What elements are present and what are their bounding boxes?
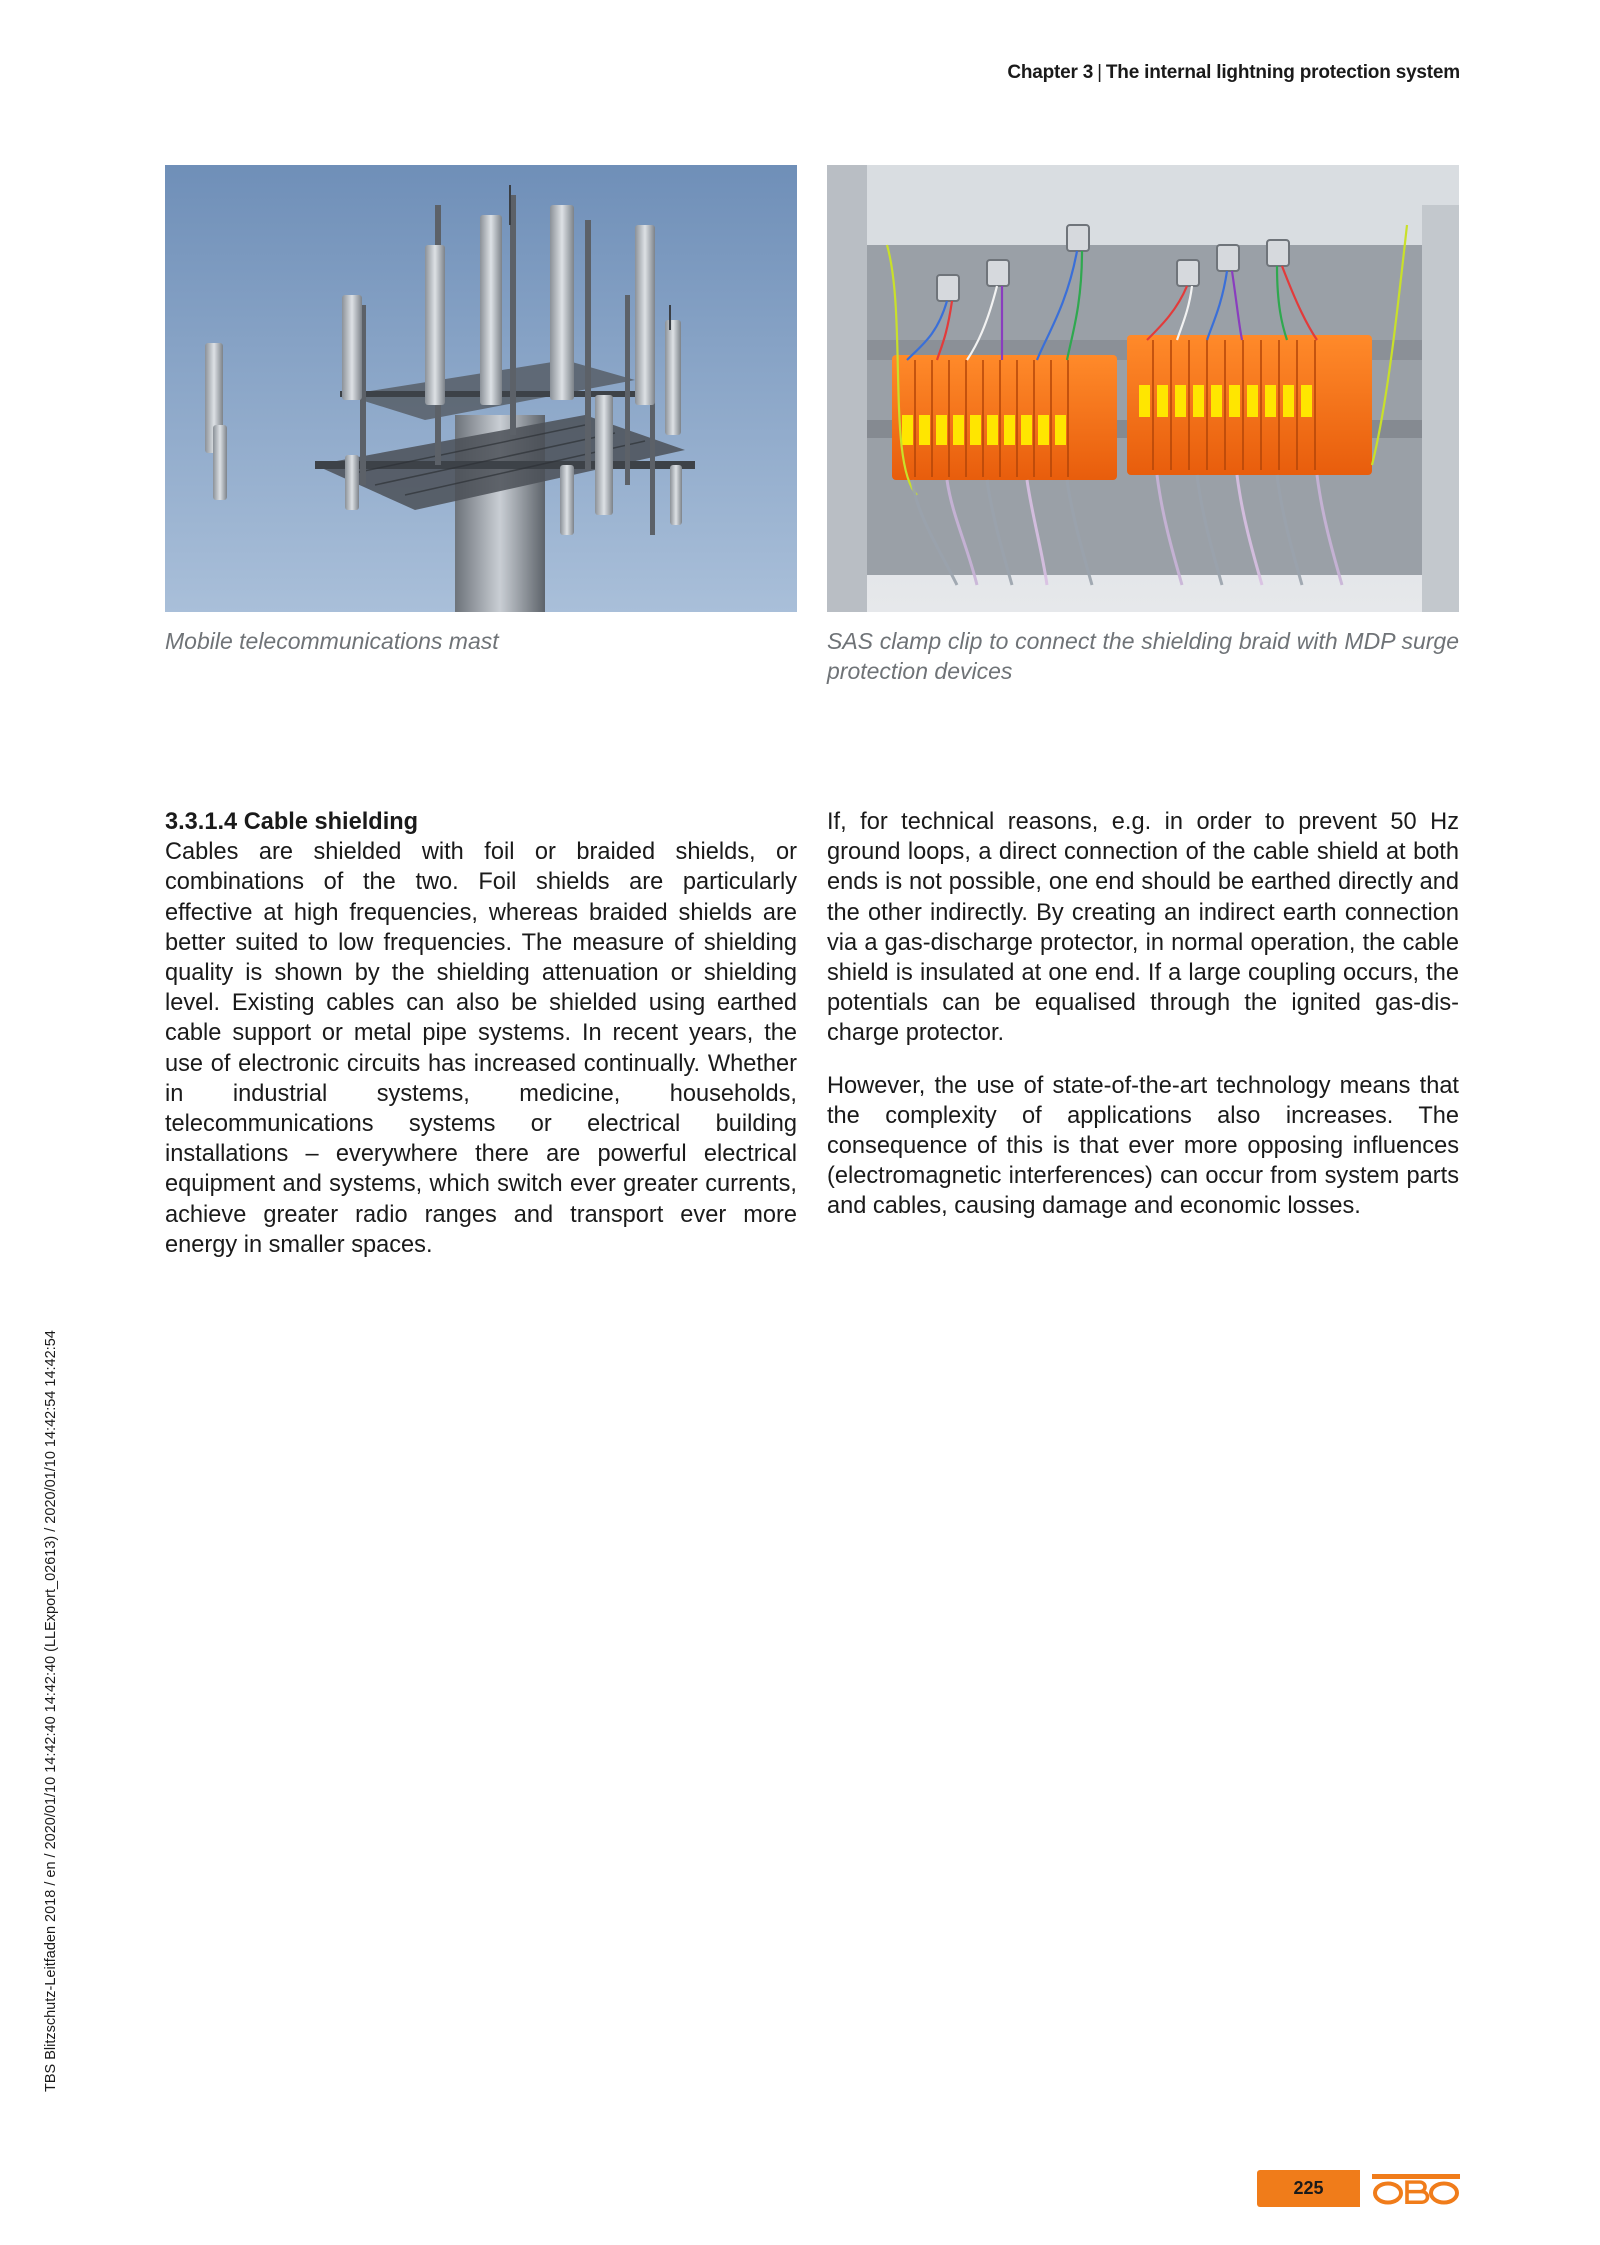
section-heading: 3.3.1.4 Cable shielding: [165, 809, 419, 835]
text-column-right: [827, 807, 1459, 1244]
figure-caption-mast: Mobile telecommunications mast: [165, 628, 499, 654]
obo-logo: [1370, 2172, 1462, 2206]
figure-caption-sas-clamp: SAS clamp clip to connect the shielding braid with MDP surge protection devices: [827, 628, 1459, 684]
body-paragraph: Cables are shielded with foil or braided shields, or combinations of the two. Foil shields are particularly effective at high frequencies, whereas braided shields are better suited to low frequencies. The measure of shielding quality is shown by the shielding attenuation or shielding level. Existing cables can also be shielded using earthed cable support or metal pipe systems. In recent years, the use of electronic circuits has increased continually. Whether in industrial systems, medicine, households, telecommunications systems or electrical building installations – everywhere there are powerful electrical equipment and systems, which switch ever greater currents, achieve greater radio ranges and transport ever more energy in smaller spaces.: [165, 839, 797, 1258]
header-separator: |: [1097, 62, 1102, 83]
body-paragraph: However, the use of state-of-the-art technology means that the complexity of applications also increases. The consequence of this is that ever more opposing influences (electromagnetic interferences) can occur from system parts and cables, causing damage and economic losses.: [827, 1072, 1459, 1220]
running-header: [1007, 62, 1460, 84]
chapter-title: The internal lightning protection system: [1105, 62, 1460, 83]
print-metadata-side-note: TBS Blitzschutz-Leitfaden 2018 / en / 2020/01/10 14:42:40 14:42:40 (LLExport_02613) / 2020/01/10 14:42:54 14:42:54: [43, 1330, 59, 2092]
chapter-label: Chapter 3: [1007, 62, 1094, 83]
text-column-left: [165, 807, 797, 1282]
body-paragraph: If, for technical reasons, e.g. in order to prevent 50 Hz ground loops, a direct connection of the cable shield at both ends is not possible, one end should be earthed directly and the other indirectly. By creating an indirect earth connection via a gas-discharge protector, in normal operation, the cable shield is insulated at one end. If a large coupling occurs, the potentials can be equalised through the ignited gas-discharge protector.: [827, 809, 1459, 1047]
telecom-mast-photo: [165, 165, 797, 612]
page-number: 225: [1257, 2170, 1360, 2207]
surge-protection-photo: [827, 165, 1459, 612]
